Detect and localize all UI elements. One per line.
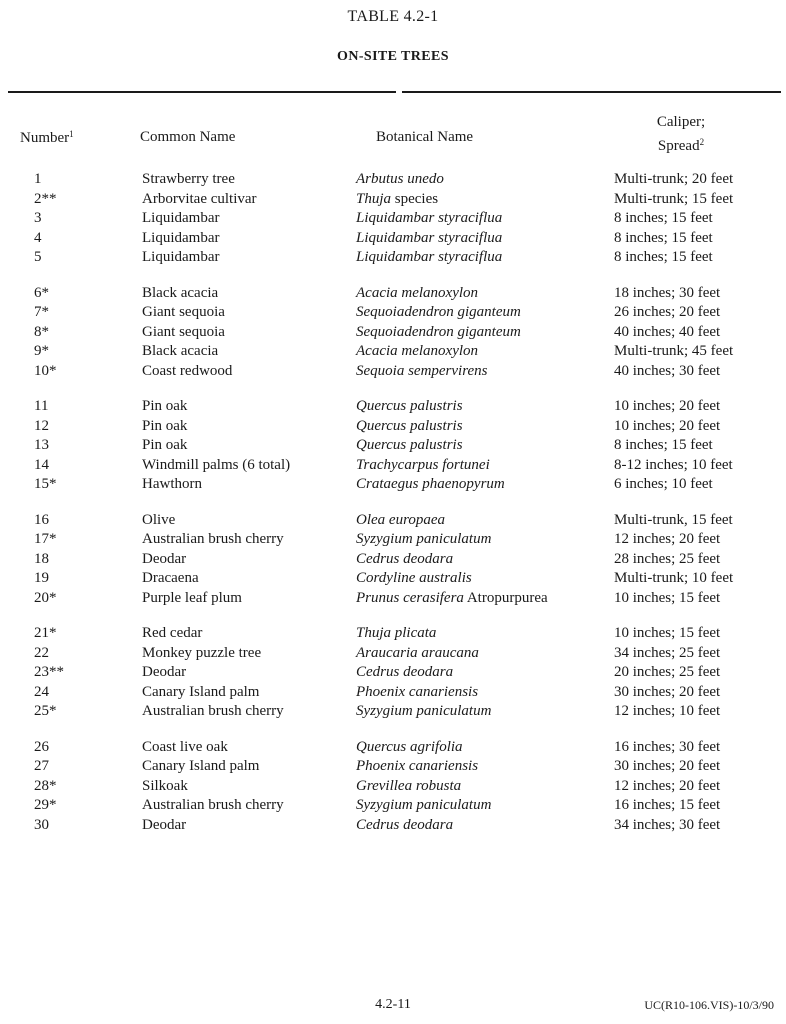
botanical-name-italic: Syzygium paniculatum xyxy=(356,703,492,719)
botanical-name-italic: Sequoiadendron giganteum xyxy=(356,323,521,340)
table-row xyxy=(0,417,786,437)
botanical-name-italic: Araucaria araucana xyxy=(356,644,479,661)
table-row xyxy=(0,569,786,589)
tree-table-body xyxy=(0,170,786,851)
botanical-name-italic: Cedrus deodara xyxy=(356,664,454,680)
caliper-spread: 8-12 inches; 10 feet xyxy=(614,456,733,473)
common-name: Dracaena xyxy=(142,570,199,586)
tree-number: 27 xyxy=(34,758,49,774)
tree-number: 25* xyxy=(34,703,57,719)
botanical-name-italic: Sequoiadendron giganteum xyxy=(356,304,521,320)
tree-number: 29* xyxy=(34,797,57,813)
common-name: Hawthorn xyxy=(142,476,202,492)
header-rule-left xyxy=(8,91,396,93)
column-header-caliper-spread xyxy=(616,112,746,156)
tree-number: 22 xyxy=(34,644,49,661)
tree-number: 23** xyxy=(34,664,64,680)
botanical-name xyxy=(356,248,502,267)
table-row xyxy=(0,475,786,495)
common-name: Arborvitae cultivar xyxy=(142,190,257,207)
botanical-name xyxy=(356,757,478,776)
table-row xyxy=(0,683,786,703)
caliper-spread: 12 inches; 10 feet xyxy=(614,703,721,719)
table-row xyxy=(0,757,786,777)
tree-number: 30 xyxy=(34,816,49,833)
caliper-spread: 28 inches; 25 feet xyxy=(614,550,721,567)
common-name: Australian brush cherry xyxy=(142,531,284,547)
tree-number: 24 xyxy=(34,683,49,700)
tree-number: 14 xyxy=(34,456,49,473)
botanical-name-italic: Acacia melanoxylon xyxy=(356,284,479,301)
common-name: Liquidambar xyxy=(142,210,220,226)
botanical-name xyxy=(356,663,453,682)
botanical-name xyxy=(356,323,521,342)
botanical-name xyxy=(356,342,478,361)
botanical-name-italic: Thuja plicata xyxy=(356,625,437,641)
table-row xyxy=(0,170,786,190)
common-name: Coast live oak xyxy=(142,738,228,755)
botanical-name xyxy=(356,738,463,757)
table-row xyxy=(0,589,786,609)
table-row xyxy=(0,550,786,570)
tree-number: 13 xyxy=(34,437,49,453)
column-header-common-name: Common Name xyxy=(140,129,236,145)
tree-number: 6* xyxy=(34,284,49,301)
common-name: Black acacia xyxy=(142,284,219,301)
caliper-spread: 12 inches; 20 feet xyxy=(614,531,721,547)
caliper-spread: 12 inches; 20 feet xyxy=(614,777,721,794)
common-name: Deodar xyxy=(142,816,187,833)
botanical-name xyxy=(356,530,491,549)
table-row xyxy=(0,342,786,362)
botanical-name-suffix: Atropurpurea xyxy=(463,589,548,606)
botanical-name xyxy=(356,170,444,189)
botanical-name xyxy=(356,702,491,721)
table-subtitle: ON-SITE TREES xyxy=(337,49,449,64)
botanical-name xyxy=(356,284,478,303)
botanical-name-italic: Phoenix canariensis xyxy=(356,683,479,700)
footnote-marker-1: 1 xyxy=(69,129,74,139)
common-name: Strawberry tree xyxy=(142,171,235,187)
common-name: Olive xyxy=(142,511,176,528)
botanical-name-italic: Sequoia sempervirens xyxy=(356,362,488,379)
caliper-spread: 8 inches; 15 feet xyxy=(614,229,713,246)
botanical-name xyxy=(356,456,490,475)
table-row-group xyxy=(0,738,786,836)
tree-number: 17* xyxy=(34,531,57,547)
botanical-name-italic: Thuja xyxy=(356,190,392,207)
caliper-spread: 16 inches; 30 feet xyxy=(614,738,721,755)
document-code: UC(R10-106.VIS)-10/3/90 xyxy=(644,998,774,1012)
caliper-spread: 10 inches; 15 feet xyxy=(614,625,721,641)
tree-number: 15* xyxy=(34,476,57,492)
caliper-spread: 20 inches; 25 feet xyxy=(614,664,721,680)
common-name: Purple leaf plum xyxy=(142,589,242,606)
column-header-number xyxy=(20,129,74,147)
botanical-name-italic: Cordyline australis xyxy=(356,570,472,586)
botanical-name-italic: Syzygium paniculatum xyxy=(356,797,492,813)
common-name: Silkoak xyxy=(142,777,188,794)
tree-number: 12 xyxy=(34,417,49,434)
botanical-name-italic: Quercus palustris xyxy=(356,417,463,434)
tree-number: 20* xyxy=(34,589,57,606)
tree-number: 1 xyxy=(34,171,42,187)
common-name: Black acacia xyxy=(142,343,219,359)
botanical-name-italic: Liquidambar styraciflua xyxy=(356,210,503,226)
table-row xyxy=(0,663,786,683)
botanical-name-italic: Quercus agrifolia xyxy=(356,738,463,755)
table-row xyxy=(0,323,786,343)
table-row-group xyxy=(0,511,786,609)
tree-number: 11 xyxy=(34,398,49,414)
common-name: Deodar xyxy=(142,664,187,680)
tree-number: 28* xyxy=(34,777,57,794)
botanical-name xyxy=(356,796,491,815)
tree-number: 3 xyxy=(34,210,42,226)
tree-number: 21* xyxy=(34,625,57,641)
column-header-caliper-line1: Caliper; xyxy=(656,114,706,130)
table-row-group xyxy=(0,624,786,722)
botanical-name-italic: Arbutus unedo xyxy=(356,171,444,187)
botanical-name xyxy=(356,569,472,588)
botanical-name-italic: Acacia melanoxylon xyxy=(356,343,479,359)
common-name: Australian brush cherry xyxy=(142,797,284,813)
botanical-name-italic: Quercus palustris xyxy=(356,437,463,453)
botanical-name-italic: Trachycarpus fortunei xyxy=(356,456,490,473)
tree-number: 5 xyxy=(34,249,42,265)
botanical-name xyxy=(356,816,453,835)
common-name: Canary Island palm xyxy=(142,683,260,700)
table-row xyxy=(0,796,786,816)
botanical-name xyxy=(356,190,438,209)
page-number: 4.2-11 xyxy=(375,997,411,1012)
caliper-spread: 16 inches; 15 feet xyxy=(614,797,721,813)
caliper-spread: 30 inches; 20 feet xyxy=(614,683,721,700)
tree-number: 16 xyxy=(34,511,49,528)
tree-number: 4 xyxy=(34,229,42,246)
table-row xyxy=(0,644,786,664)
table-row xyxy=(0,530,786,550)
botanical-name xyxy=(356,511,445,530)
table-row xyxy=(0,229,786,249)
common-name: Windmill palms (6 total) xyxy=(142,456,291,473)
botanical-name-italic: Cedrus deodara xyxy=(356,816,454,833)
table-row xyxy=(0,362,786,382)
common-name: Giant sequoia xyxy=(142,323,225,340)
caliper-spread: 30 inches; 20 feet xyxy=(614,758,721,774)
caliper-spread: 10 inches; 20 feet xyxy=(614,398,721,414)
caliper-spread: 18 inches; 30 feet xyxy=(614,284,721,301)
table-row xyxy=(0,624,786,644)
botanical-name xyxy=(356,624,436,643)
column-header-botanical-name: Botanical Name xyxy=(376,129,474,145)
table-row xyxy=(0,436,786,456)
column-header-caliper-line2 xyxy=(616,132,746,156)
common-name: Giant sequoia xyxy=(142,304,225,320)
tree-number: 2** xyxy=(34,190,57,207)
column-header-number-label: Number xyxy=(20,130,70,146)
header-rule-right xyxy=(402,91,781,93)
common-name: Pin oak xyxy=(142,417,188,434)
botanical-name-italic: Cedrus deodara xyxy=(356,550,454,567)
botanical-name-italic: Liquidambar styraciflua xyxy=(356,249,503,265)
botanical-name-italic: Liquidambar styraciflua xyxy=(356,229,503,246)
botanical-name xyxy=(356,550,453,569)
caliper-spread: 8 inches; 15 feet xyxy=(614,210,713,226)
caliper-spread: Multi-trunk; 45 feet xyxy=(614,343,734,359)
botanical-name xyxy=(356,209,502,228)
caliper-spread: 8 inches; 15 feet xyxy=(614,437,713,453)
caliper-spread: 10 inches; 15 feet xyxy=(614,589,721,606)
table-row-group xyxy=(0,397,786,495)
caliper-spread: Multi-trunk; 10 feet xyxy=(614,570,734,586)
botanical-name xyxy=(356,397,463,416)
caliper-spread: 26 inches; 20 feet xyxy=(614,304,721,320)
caliper-spread: 40 inches; 40 feet xyxy=(614,323,721,340)
table-row xyxy=(0,456,786,476)
botanical-name xyxy=(356,589,548,608)
table-row xyxy=(0,511,786,531)
tree-number: 8* xyxy=(34,323,49,340)
table-title: TABLE 4.2-1 xyxy=(347,8,439,25)
caliper-spread: 34 inches; 30 feet xyxy=(614,816,721,833)
caliper-spread: 34 inches; 25 feet xyxy=(614,644,721,661)
table-row xyxy=(0,816,786,836)
common-name: Pin oak xyxy=(142,437,188,453)
botanical-name xyxy=(356,229,502,248)
caliper-spread: Multi-trunk, 15 feet xyxy=(614,511,733,528)
table-row xyxy=(0,248,786,268)
botanical-name xyxy=(356,303,521,322)
common-name: Liquidambar xyxy=(142,229,220,246)
botanical-name-italic: Grevillea robusta xyxy=(356,777,462,794)
caliper-spread: 40 inches; 30 feet xyxy=(614,362,721,379)
tree-number: 7* xyxy=(34,304,49,320)
botanical-name-italic: Quercus palustris xyxy=(356,398,463,414)
table-row xyxy=(0,777,786,797)
common-name: Red cedar xyxy=(142,625,203,641)
table-row xyxy=(0,303,786,323)
table-row xyxy=(0,190,786,210)
common-name: Canary Island palm xyxy=(142,758,260,774)
common-name: Liquidambar xyxy=(142,249,220,265)
common-name: Monkey puzzle tree xyxy=(142,644,262,661)
caliper-spread: Multi-trunk; 20 feet xyxy=(614,171,734,187)
botanical-name xyxy=(356,436,463,455)
botanical-name xyxy=(356,362,488,381)
common-name: Pin oak xyxy=(142,398,188,414)
botanical-name xyxy=(356,777,461,796)
botanical-name-italic: Prunus cerasifera xyxy=(356,589,464,606)
table-row xyxy=(0,209,786,229)
table-row-group xyxy=(0,284,786,382)
botanical-name-italic: Olea europaea xyxy=(356,511,446,528)
table-row xyxy=(0,702,786,722)
caliper-spread: 8 inches; 15 feet xyxy=(614,249,713,265)
common-name: Coast redwood xyxy=(142,362,233,379)
caliper-spread: 10 inches; 20 feet xyxy=(614,417,721,434)
caliper-spread: 6 inches; 10 feet xyxy=(614,476,713,492)
botanical-name xyxy=(356,417,463,436)
botanical-name xyxy=(356,475,505,494)
tree-number: 26 xyxy=(34,738,49,755)
table-row xyxy=(0,284,786,304)
botanical-name-italic: Syzygium paniculatum xyxy=(356,531,492,547)
botanical-name-italic: Crataegus phaenopyrum xyxy=(356,476,505,492)
tree-number: 18 xyxy=(34,550,49,567)
botanical-name xyxy=(356,644,479,663)
footnote-marker-2: 2 xyxy=(699,137,705,147)
table-row xyxy=(0,738,786,758)
tree-number: 9* xyxy=(34,343,49,359)
column-header-spread-label: Spread xyxy=(657,138,700,154)
tree-number: 19 xyxy=(34,570,49,586)
table-row xyxy=(0,397,786,417)
caliper-spread: Multi-trunk; 15 feet xyxy=(614,190,734,207)
tree-number: 10* xyxy=(34,362,57,379)
table-row-group xyxy=(0,170,786,268)
common-name: Deodar xyxy=(142,550,187,567)
botanical-name xyxy=(356,683,478,702)
common-name: Australian brush cherry xyxy=(142,703,284,719)
botanical-name-suffix: species xyxy=(391,190,439,207)
botanical-name-italic: Phoenix canariensis xyxy=(356,758,479,774)
